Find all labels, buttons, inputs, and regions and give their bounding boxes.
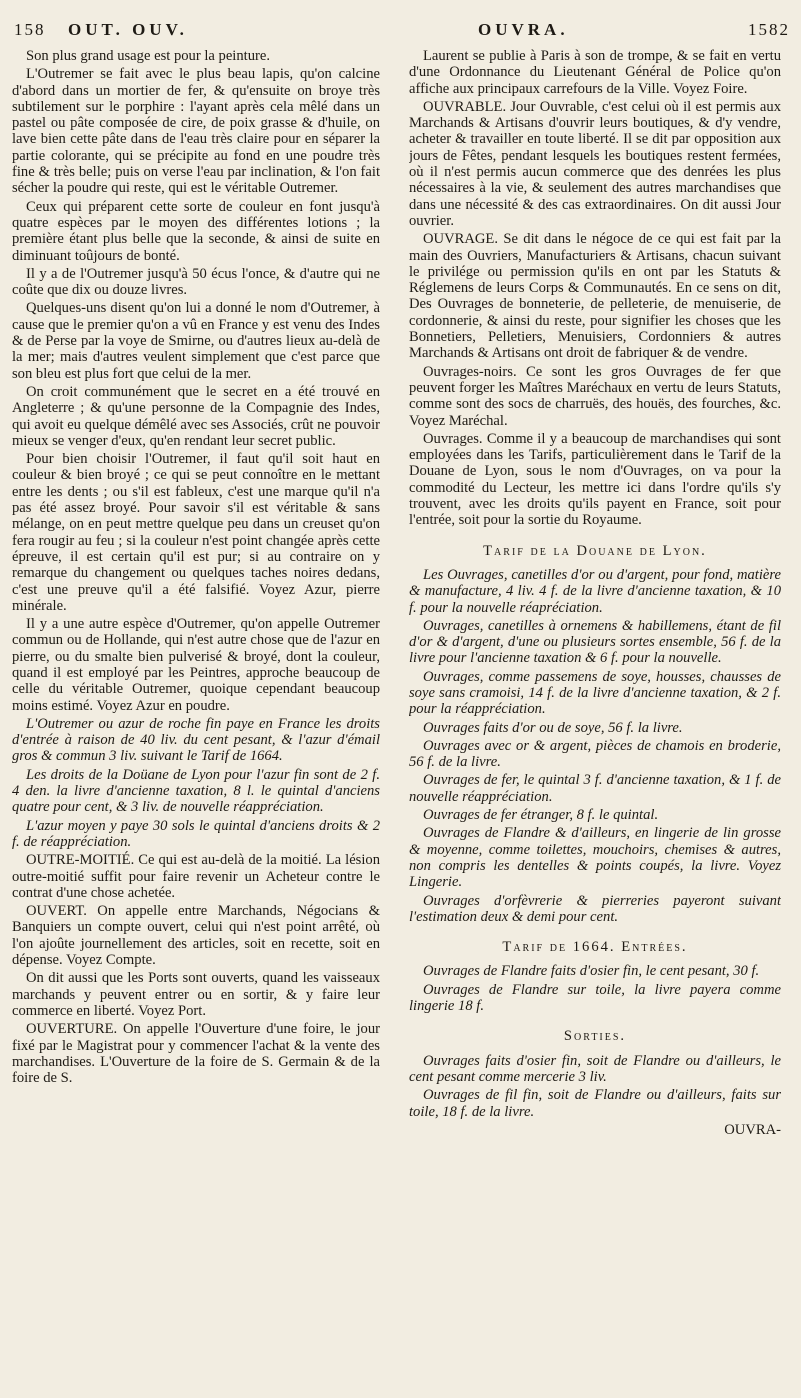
entry-ouvrages: Ouvrages. Comme il y a beaucoup de marchandises qui sont employées dans les Tarifs, particulièrement dans le Tarif de la Douane de Lyon, sous le nom d'Ouvrages, on va pour la commodité du Lecteur, les mettre ici dans l'ordre qu'ils s'y trouvent, avec les droits qu'ils payent en France, soit pour l'entrée, soit pour la sortie du Royaume. [409, 430, 781, 529]
right-page-number: 1582 [748, 20, 790, 39]
paragraph: Pour bien choisir l'Outremer, il faut qu'il soit haut en couleur & bien broyé ; ce qui se peut connoître en le mettant entre les dents ; ou s'il est fableux, c'est une marque qu'il n'a pas été assez broyé. Pour savoir s'il est véritable & sans mélange, on en peut mettre quelque peu dans un creuset qu'on fera rougir au feu ; si la couleur n'est point changée après cette épreuve, il est certain qu'il est pur; si au contraire on y remarque du changement ou quelques taches noires dedans, c'est une preuve qu'il a été falsifié. Voyez Azur, pierre minérale. [12, 451, 380, 614]
tariff-line: Ouvrages faits d'or ou de soye, 56 f. la livre. [423, 719, 683, 736]
paragraph: Il y a de l'Outremer jusqu'à 50 écus l'once, & d'autre qui ne coûte que dix ou douze livres. [12, 265, 380, 299]
section-heading: Tarif de 1664. Entrées. [502, 939, 688, 956]
paragraph: Il y a une autre espèce d'Outremer, qu'on appelle Outremer commun ou de Hollande, qui n'est autre chose que de l'azur en pierre, ou du smalte bien pulverisé & broyé, dont la couleur, quand il est employé par les Peintres, approche beaucoup de celle du véritable Outremer, quoique cependant beaucoup moins estimé. Voyez Azur en poudre. [12, 616, 380, 714]
entry-ouvrage: OUVRAGE. Se dit dans le négoce de ce qui est fait par la main des Ouvriers, Manufacturiers & Artisans, chacun suivant le privilége ou permission qu'ils en ont par les Statuts & Réglemens de leurs Corps & Communautés. En ce sens on dit, Des Ouvrages de bonneterie, de pelleterie, de menuiserie, de cordonnerie, & ainsi du reste, pour signifier les choses que les Bonnetiers, Pelletiers, Menuisiers, Cordonniers & autres Marchands & Artisans ont droit de fabriquer & de vendre. [409, 231, 781, 362]
tariff-line: Ouvrages de fer, le quintal 3 f. d'ancienne taxation, & 1 f. de nouvelle réappréciation. [409, 772, 781, 805]
tariff-line: Ouvrages de Flandre faits d'osier fin, le cent pesant, 30 f. [423, 963, 760, 980]
catchword: OUVRA- [724, 1121, 781, 1138]
tariff-line: Ouvrages de fer étranger, 8 f. le quintal. [423, 807, 659, 824]
tariff-line: Ouvrages faits d'osier fin, soit de Flandre ou d'ailleurs, le cent pesant comme mercerie 3 liv. [409, 1052, 781, 1085]
left-running-head: OUT. OUV. [68, 20, 188, 39]
paragraph: Quelques-uns disent qu'on lui a donné le nom d'Outremer, à cause que le premier qu'on a vû en France y est venu des Indes & de Perse par la voye de Smirne, ou d'autres lieux au-delà de la mer; mais d'autres veulent simplement que c'est parce que son bleu est plus fort que celui de la mer. [12, 300, 380, 382]
paragraph: Laurent se publie à Paris à son de trompe, & se fait en vertu d'une Ordonnance du Lieutenant Général de Police qu'on affiche aux principaux carrefours de la Ville. Voyez Foire. [409, 48, 781, 97]
tariff-line: Ouvrages de Flandre & d'ailleurs, en lingerie de lin grosse & moyenne, comme toilettes, mouchoirs, chemises & autres, non compris les dentelles & points coupés, la livre. Voyez Lingerie. [409, 825, 781, 891]
paragraph: L'Outremer se fait avec le plus beau lapis, qu'on calcine d'abord dans un mortier de fer, & qu'ensuite on broye très subtilement sur le porphire : l'ayant après cela mêlé dans un pastel ou pâte composée de cire, de poix grasse & d'huile, on lave bien cette pâte dans de l'eau très claire pour en séparer la partie colorante, qui se précipite au fond en une poudre très fine & très belle; puis on verse l'eau par inclination, & l'on fait sécher la poudre qui reste, qui est le véritable Outremer. [12, 66, 380, 197]
entry-outre-moitie: OUTRE-MOITIÉ. Ce qui est au-delà de la moitié. La lésion outre-moitié suffit pour faire revenir un Acheteur contre le contrat d'une chose achetée. [12, 852, 380, 901]
right-column [409, 48, 781, 1394]
paragraph-tariff: L'azur moyen y paye 30 sols le quintal d'anciens droits & 2 f. de réappréciation. [12, 817, 380, 850]
tariff-line: Ouvrages, canetilles à ornemens & habillemens, étant de fil d'or & d'argent, d'une ou plusieurs sortes ensemble, 56 f. de la livre pour l'ancienne taxation & 6 f. pour la nouvelle. [409, 617, 781, 667]
paragraph: On dit aussi que les Ports sont ouverts, quand les vaisseaux marchands y peuvent entrer ou en sortir, & y faire leur commerce en liberté. Voyez Port. [12, 970, 380, 1019]
tariff-line: Les Ouvrages, canetilles d'or ou d'argent, pour fond, matière & manufacture, 4 liv. 4 f. de la livre d'ancienne taxation, & 10 f. pour la nouvelle réapréciation. [409, 566, 781, 616]
paragraph: On croit communément que le secret en a été trouvé en Angleterre ; & qu'une personne de la Compagnie des Indes, qui avoit eu quelque démêlé avec ses Associés, crût ne pouvoir mieux se venger d'eux, qu'en rendant leur secret public. [12, 383, 380, 449]
entry-ouvrable: OUVRABLE. Jour Ouvrable, c'est celui où il est permis aux Marchands & Artisans d'ouvrir leurs boutiques, & d'y vendre, acheter & travailler en toute liberté. Il se dit par opposition aux jours de Fêtes, pendant lesquels les boutiques restent fermées, où il n'est permis aucun commerce que des denrées les plus nécessaires à la vie, & seulement des autres marchandises que dans une nécessité & des cas extraordinaires. On dit aussi Jour ouvrier. [409, 98, 781, 229]
entry-ouvert: OUVERT. On appelle entre Marchands, Négocians & Banquiers un compte ouvert, celui qui n'est point arrêté, où l'on ajoûte journellement des articles, soit en recette, soit en dépense. Voyez Compte. [12, 903, 380, 969]
section-heading: Sorties. [563, 1028, 627, 1045]
paragraph-tariff: L'Outremer ou azur de roche fin paye en France les droits d'entrée à raison de 40 liv. du cent pesant, & l'azur d'émail gros & commun 3 liv. suivant le Tarif de 1664. [12, 715, 380, 765]
paragraph-tariff: Les droits de la Doüane de Lyon pour l'azur fin sont de 2 f. 4 den. la livre d'ancienne taxation, 8 l. le quintal d'anciens quatre pour cent, & 3 liv. de nouvelle réappréciation. [12, 766, 380, 816]
tariff-line: Ouvrages d'orfèvrerie & pierreries payeront suivant l'estimation deux & demi pour cent. [409, 892, 781, 925]
left-page-number: 158 [14, 20, 46, 39]
entry-ouverture: OUVERTURE. On appelle l'Ouverture d'une foire, le jour fixé par le Magistrat pour y commencer l'achat & la vente des marchandises. L'Ouverture de la foire de S. Germain & de la foire de S. [12, 1021, 380, 1087]
tariff-line: Ouvrages de Flandre sur toile, la livre payera comme lingerie 18 f. [409, 981, 781, 1015]
left-column [12, 48, 380, 1394]
paragraph: Son plus grand usage est pour la peinture. [26, 48, 270, 64]
tariff-line: Ouvrages de fil fin, soit de Flandre ou d'ailleurs, faits sur toile, 18 f. de la livre. [409, 1087, 781, 1120]
section-heading: Tarif de la Douane de Lyon. [483, 542, 707, 559]
paragraph: Ceux qui préparent cette sorte de couleur en font jusqu'à quatre espèces par le moyen des différentes lotions ; la première étant plus belle que la seconde, & ainsi de suite en diminuant toûjours de bonté. [12, 198, 380, 264]
entry-ouvrages-noirs: Ouvrages-noirs. Ce sont les gros Ouvrages de fer que peuvent forger les Maîtres Maréchaux en vertu de leurs Statuts, comme sont des socs de charruës, des houës, des fourches, &c. Voyez Maréchal. [409, 363, 781, 429]
right-running-head: OUVRA. [478, 20, 569, 39]
tariff-line: Ouvrages avec or & argent, pièces de chamois en broderie, 56 f. de la livre. [409, 737, 781, 771]
tariff-line: Ouvrages, comme passemens de soye, housses, chausses de soye sans cramoisi, 14 f. de la livre d'ancienne taxation, & 2 f. pour la réappréciation. [409, 668, 781, 718]
